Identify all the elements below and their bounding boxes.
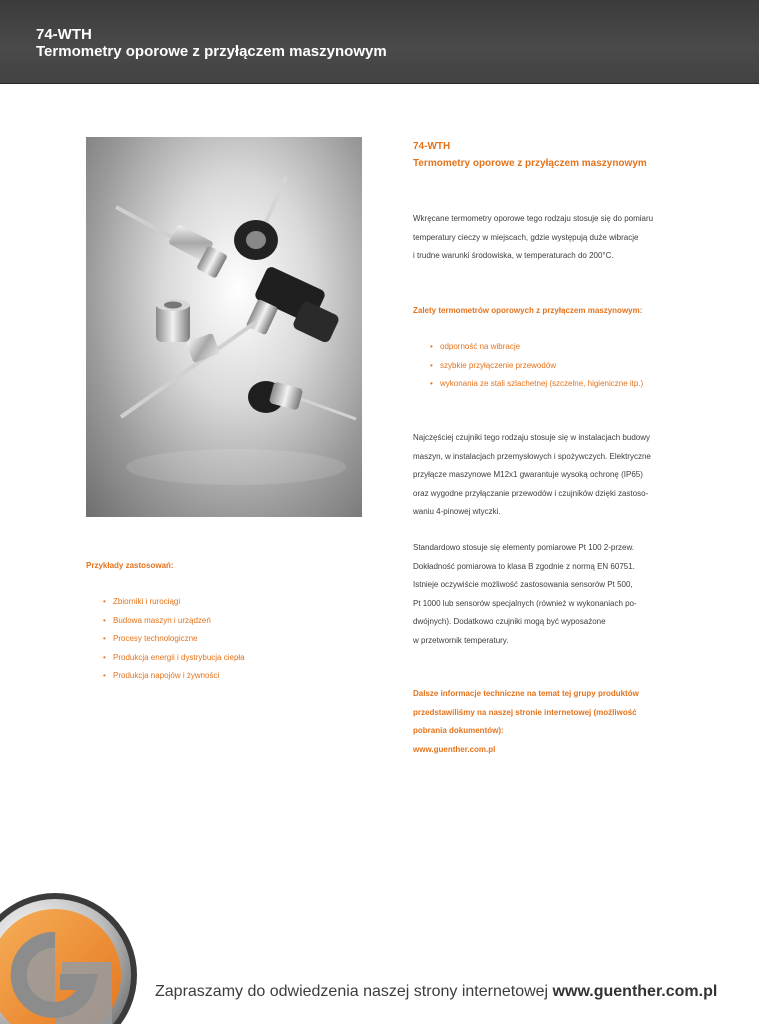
description-paragraph-1	[413, 429, 713, 522]
list-item: • Produkcja napojów i żywności	[103, 667, 353, 686]
footer-text: Zapraszamy do odwiedzenia naszej strony internetowej	[155, 983, 549, 1000]
guenther-logo	[0, 890, 140, 1024]
more-info	[413, 685, 713, 759]
list-item: • Zbiorniki i rurociągi	[103, 593, 353, 612]
applications-heading: Przykłady zastosowań:	[86, 561, 174, 570]
text-line: Dalsze informacje techniczne na temat tej grupy produktów	[413, 689, 639, 698]
footer-invitation	[155, 981, 717, 1003]
text-line: w przetwornik temperatury.	[413, 635, 509, 645]
text-line: Istnieje oczywiście możliwość zastosowania sensorów Pt 500,	[413, 580, 633, 589]
list-item: • odporność na wibracje	[430, 338, 730, 357]
advantages-heading: Zalety termometrów oporowych z przyłączem maszynowym:	[413, 306, 643, 315]
text-line: waniu 4-pinowej wtyczki.	[413, 507, 501, 516]
product-code: 74-WTH	[413, 141, 451, 152]
product-title: Termometry oporowe z przyłączem maszynowym	[413, 158, 647, 169]
list-item: • Budowa maszyn i urządzeń	[103, 612, 353, 631]
footer-website-link[interactable]: www.guenther.com.pl	[552, 983, 718, 1000]
page-header	[0, 0, 759, 84]
text-line: przyłącze maszynowe M12x1 gwarantuje wysoką ochronę (IP65)	[413, 470, 643, 479]
intro-line: i trudne warunki środowiska, w temperaturach do 200°C.	[413, 251, 614, 260]
text-line: przedstawiliśmy na naszej stronie internetowej (możliwość	[413, 707, 637, 717]
header-product-code: 74-WTH	[36, 26, 92, 43]
website-link[interactable]: www.guenther.com.pl	[413, 744, 496, 754]
text-line: Pt 1000 lub sensorów specjalnych (również w wykonaniach po-	[413, 598, 637, 608]
header-product-title: Termometry oporowe z przyłączem maszynowym	[36, 43, 387, 60]
list-item: • wykonania ze stali szlachetnej (szczelne, higieniczne itp.)	[430, 375, 730, 394]
list-item: • Produkcja energii i dystrybucja ciepła	[103, 649, 353, 668]
description-paragraph-2	[413, 539, 713, 650]
applications-list	[103, 593, 353, 686]
advantages-list	[430, 338, 730, 394]
list-item: • Procesy technologiczne	[103, 630, 353, 649]
list-item: • szybkie przyłączenie przewodów	[430, 357, 730, 376]
thermometer-illustration	[86, 137, 362, 517]
text-line: dwójnych). Dodatkowo czujniki mogą być wyposażone	[413, 617, 606, 626]
text-line: Dokładność pomiarowa to klasa B zgodnie z normą EN 60751.	[413, 561, 635, 571]
intro-line: Wkręcane termometry oporowe tego rodzaju stosuje się do pomiaru	[413, 214, 654, 223]
text-line: maszyn, w instalacjach przemysłowych i spożywczych. Elektryczne	[413, 451, 651, 461]
text-line: Najczęściej czujniki tego rodzaju stosuje się w instalacjach budowy	[413, 433, 651, 442]
text-line: Standardowo stosuje się elementy pomiarowe Pt 100 2-przew.	[413, 543, 635, 552]
intro-paragraph	[413, 210, 713, 266]
product-photo	[86, 137, 362, 517]
intro-line: temperatury cieczy w miejscach, gdzie występują duże wibracje	[413, 232, 639, 242]
text-line: oraz wygodne przyłączanie przewodów i czujników dzięki zastoso-	[413, 488, 649, 498]
text-line: pobrania dokumentów):	[413, 726, 504, 735]
